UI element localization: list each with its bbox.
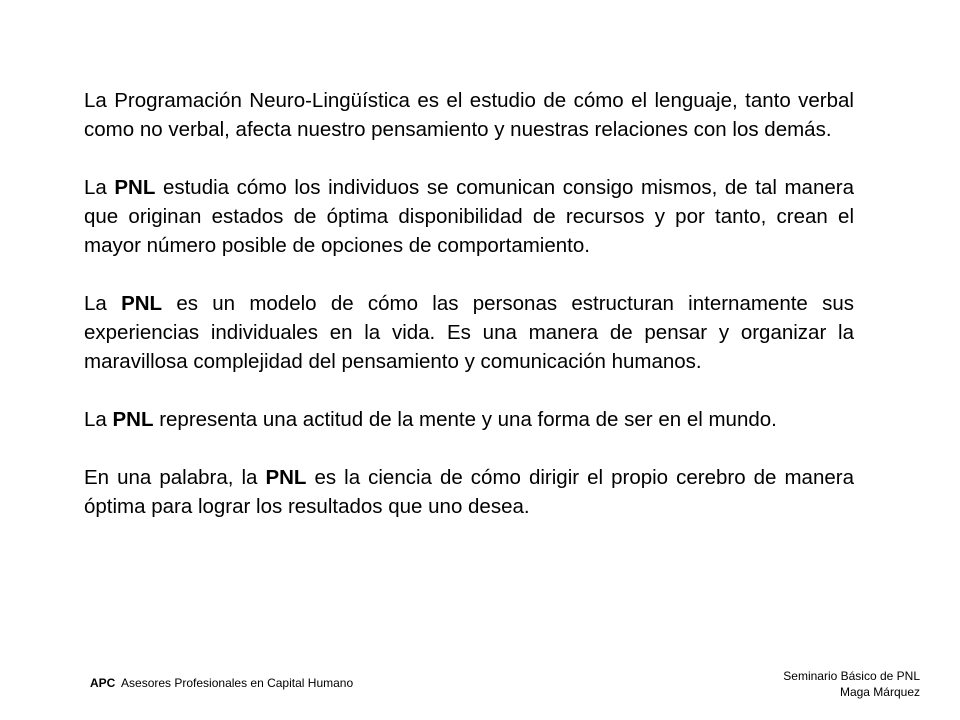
paragraph-summary — [84, 463, 854, 521]
slide-body — [84, 86, 854, 521]
paragraph-communication-text: estudia cómo los individuos se comunican consigo mismos, de tal manera que originan estados de óptima disponibilidad de recursos y por tanto, crean el mayor número posible de opciones de comportamiento. — [84, 176, 854, 257]
paragraph-communication-lead: La — [84, 176, 115, 199]
footer-organization-abbr: APC — [90, 676, 116, 690]
footer-seminar-info — [783, 668, 920, 700]
paragraph-attitude-lead: La — [84, 408, 113, 431]
footer-presenter-name: Maga Márquez — [839, 685, 920, 699]
paragraph-model — [84, 289, 854, 376]
paragraph-definition — [84, 86, 854, 144]
paragraph-summary-lead: En una palabra, la — [84, 466, 266, 489]
pnl-term: PNL — [121, 292, 163, 315]
pnl-term: PNL — [265, 466, 307, 489]
footer-organization-name: Asesores Profesionales en Capital Humano — [121, 676, 354, 690]
paragraph-attitude-text: representa una actitud de la mente y una forma de ser en el mundo. — [153, 408, 777, 431]
pnl-term: PNL — [112, 408, 154, 431]
footer-organization — [90, 676, 353, 690]
footer-seminar-title: Seminario Básico de PNL — [783, 669, 920, 683]
pnl-term: PNL — [114, 176, 156, 199]
paragraph-definition-text: La Programación Neuro-Lingüística es el estudio de cómo el lenguaje, tanto verbal como no verbal, afecta nuestro pensamiento y nuestras relaciones con los demás. — [84, 89, 854, 141]
paragraph-model-text: es un modelo de cómo las personas estructuran internamente sus experiencias individuales en la vida. Es una manera de pensar y organizar la maravillosa complejidad del pensamiento y comunicación humanos. — [84, 292, 854, 373]
paragraph-communication — [84, 173, 854, 260]
paragraph-attitude — [84, 405, 854, 434]
paragraph-model-lead: La — [84, 292, 122, 315]
paragraph-summary-text: es la ciencia de cómo dirigir el propio cerebro de manera óptima para lograr los resultados que uno desea. — [84, 466, 854, 518]
